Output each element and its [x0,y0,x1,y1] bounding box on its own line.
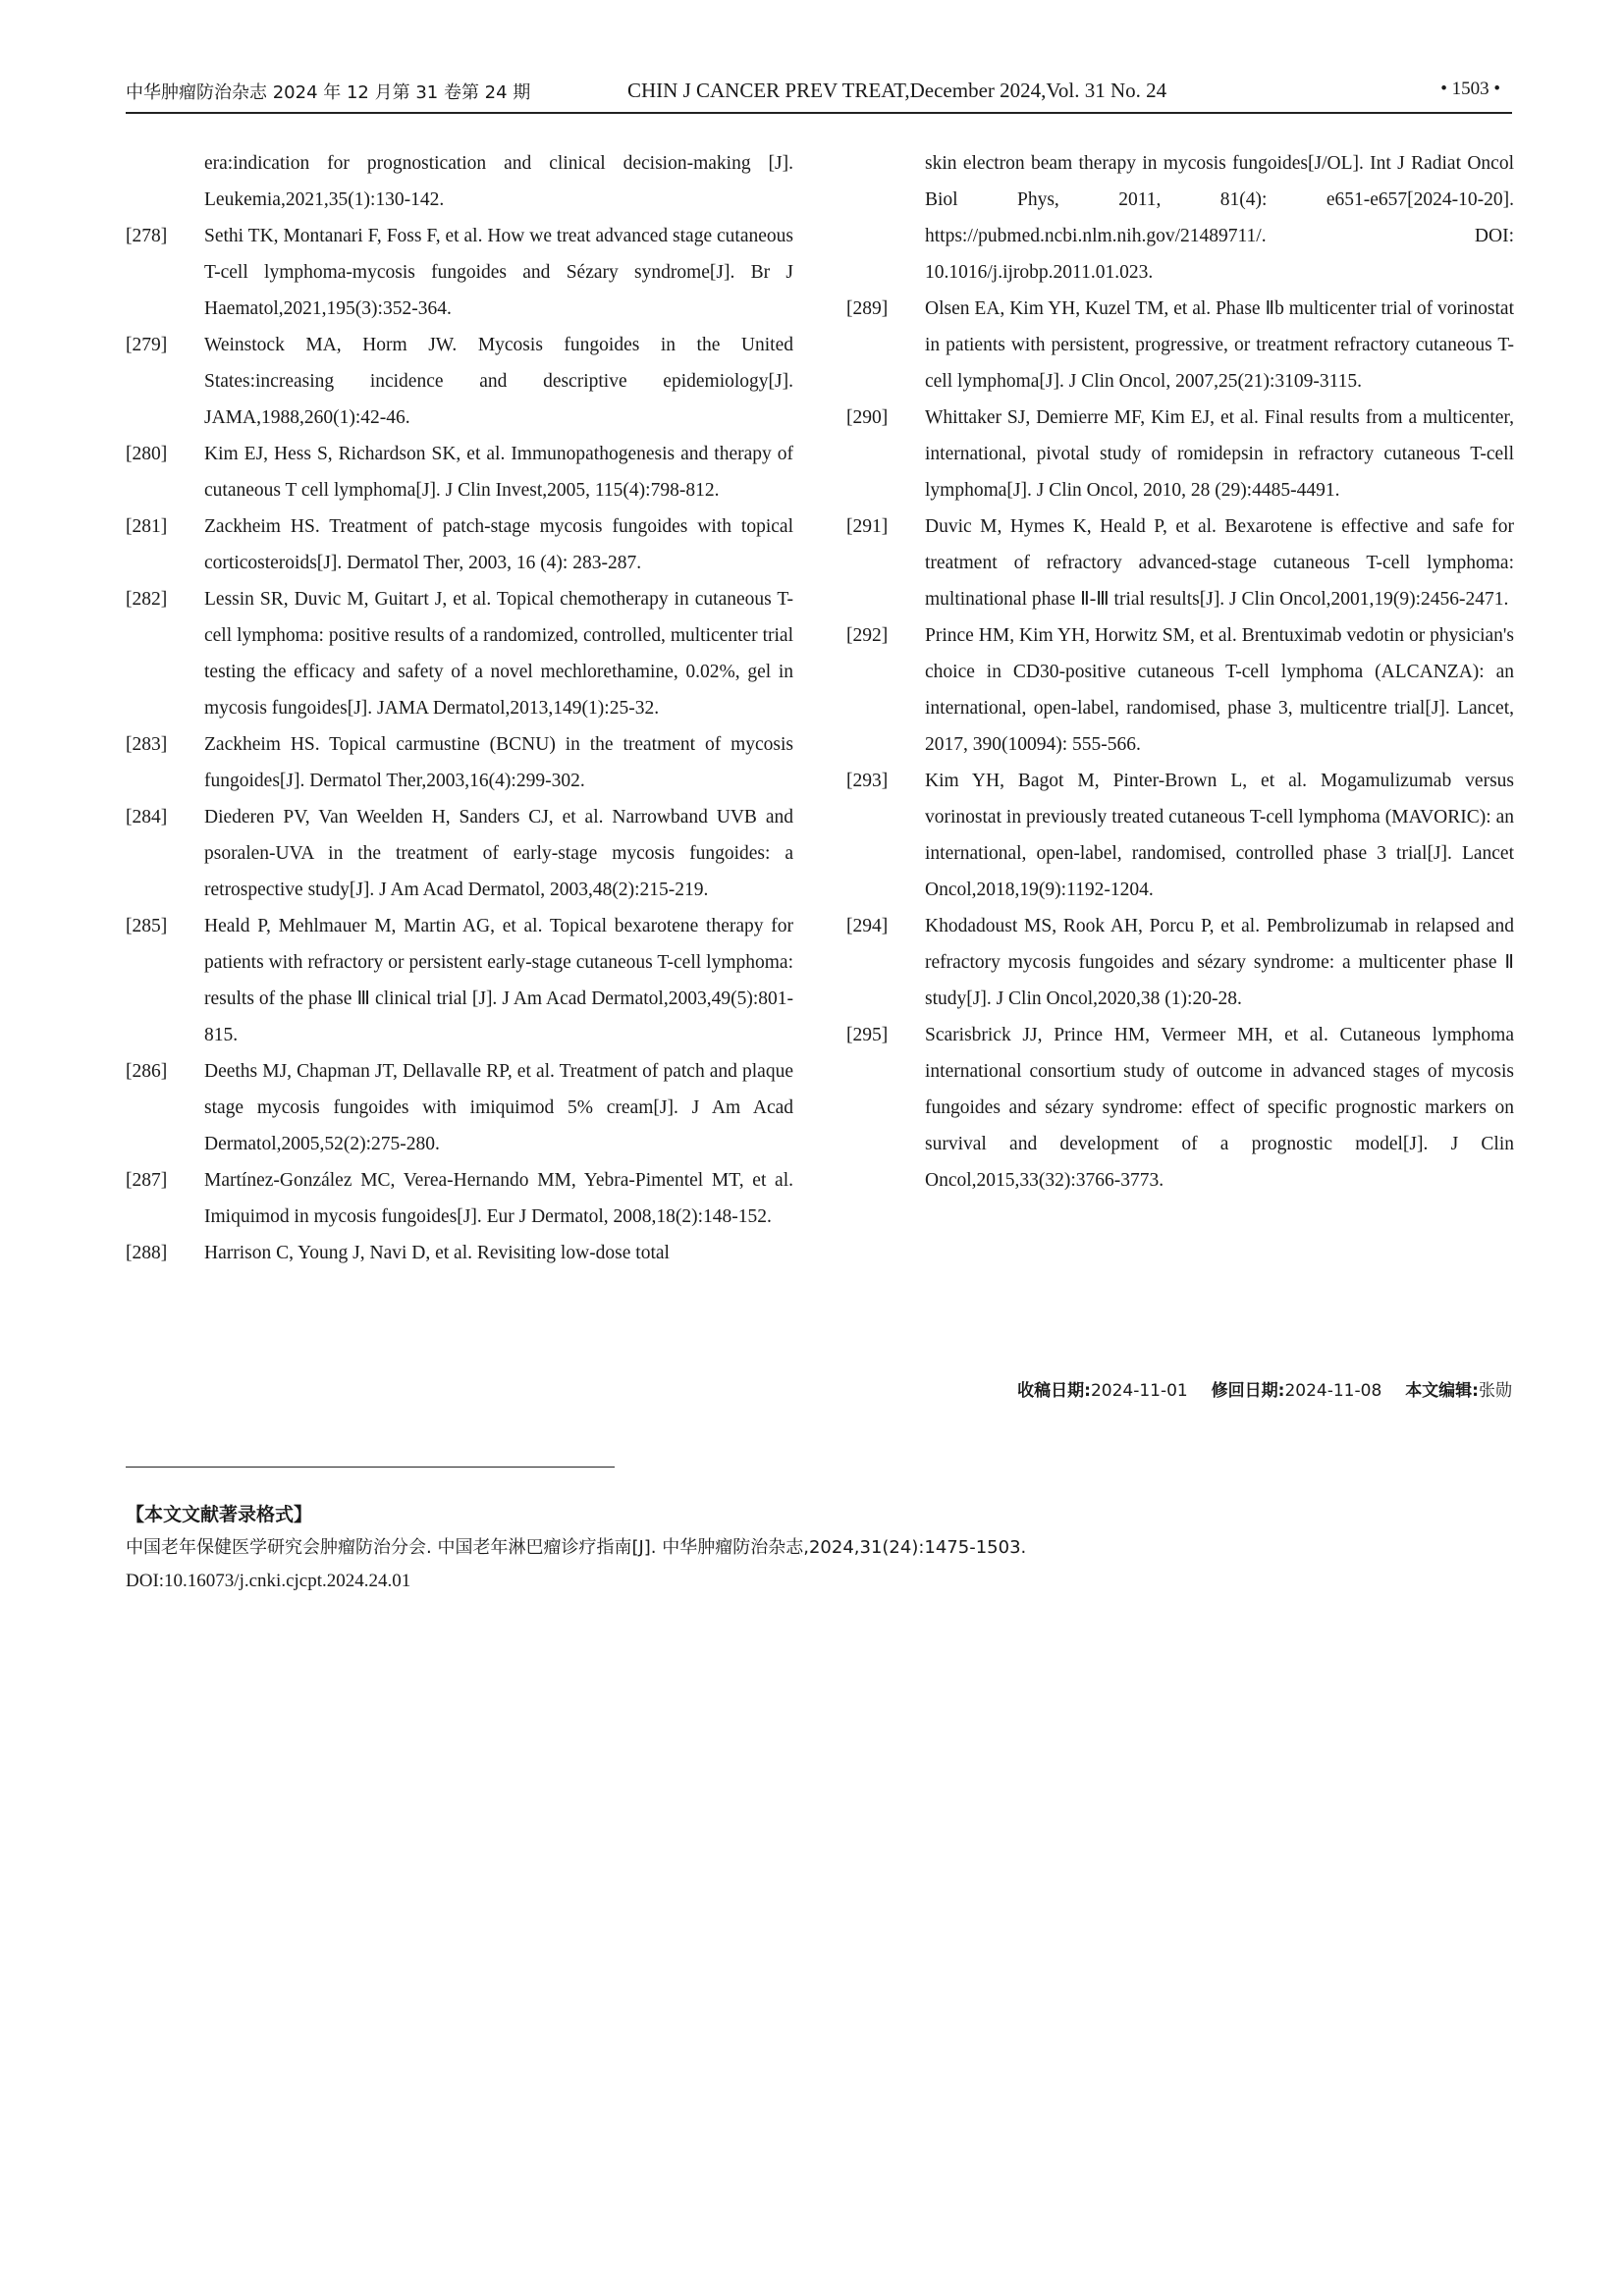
reference-text: Zackheim HS. Treatment of patch-stage mycosis fungoides with topical corticosteroids[J]. Dermatol Ther, 2003, 16 (4): 283-287. [204,516,793,573]
reference-number: [294] [846,916,889,936]
reference-number: [282] [126,589,168,610]
reference-text: Zackheim HS. Topical carmustine (BCNU) in the treatment of mycosis fungoides[J]. Dermatol Ther,2003,16(4):299-302. [204,734,793,791]
reference-number: [290] [846,407,889,428]
reference-text: Prince HM, Kim YH, Horwitz SM, et al. Brentuximab vedotin or physician's choice in CD30-positive cutaneous T-cell lymphoma (ALCANZA): an international, open-label, randomised, phase 3, multicentre trial[J]. Lancet, 2017, 390(10094): 555-566. [925,625,1514,755]
reference-number: [280] [126,444,168,464]
reference-number: [278] [126,226,168,246]
reference-item [846,1017,1514,1199]
citation-doi: DOI:10.16073/j.cnki.cjcpt.2024.24.01 [126,1571,411,1591]
reference-text: Whittaker SJ, Demierre MF, Kim EJ, et al. Final results from a multicenter, international, pivotal study of romidepsin in refractory cutaneous T-cell lymphoma[J]. J Clin Oncol, 2010, 28 (29):4485-4491. [925,407,1514,501]
reference-number: [288] [126,1243,168,1263]
received-date: 2024-11-01 [1090,1381,1188,1401]
reference-item [126,327,793,436]
citation-text: 中国老年保健医学研究会肿瘤防治分会. 中国老年淋巴瘤诊疗指南[J]. 中华肿瘤防治杂志,2024,31(24):1475-1503. [126,1537,1027,1558]
footnote-rule [126,1467,615,1468]
reference-text: Scarisbrick JJ, Prince HM, Vermeer MH, et al. Cutaneous lymphoma international consortium study of outcome in advanced stages of mycosis fungoides and sézary syndrome: effect of specific prognostic markers on survival and development of a prognostic model[J]. J Clin Oncol,2015,33(32):3766-3773. [925,1025,1514,1191]
reference-text: Kim YH, Bagot M, Pinter-Brown L, et al. Mogamulizumab versus vorinostat in previously treated cutaneous T-cell lymphoma (MAVORIC): an international, open-label, randomised, controlled phase 3 trial[J]. Lancet Oncol,2018,19(9):1192-1204. [925,771,1514,900]
page-number: • 1503 • [1440,79,1500,99]
reference-item [126,508,793,581]
reference-number: [289] [846,298,889,319]
reference-item [126,436,793,508]
reference-text: Duvic M, Hymes K, Heald P, et al. Bexarotene is effective and safe for treatment of refractory advanced-stage cutaneous T-cell lymphoma: multinational phase Ⅱ-Ⅲ trial results[J]. J Clin Oncol,2001,19(9):2456-2471. [925,516,1514,610]
reference-number: [284] [126,807,168,828]
reference-text: Kim EJ, Hess S, Richardson SK, et al. Immunopathogenesis and therapy of cutaneous T cell lymphoma[J]. J Clin Invest,2005, 115(4):798-812. [204,444,793,501]
reference-item [126,1162,793,1235]
reference-text: Khodadoust MS, Rook AH, Porcu P, et al. Pembrolizumab in relapsed and refractory mycosis fungoides and sézary syndrome: a multicenter phase Ⅱ study[J]. J Clin Oncol,2020,38 (1):20-28. [925,916,1514,1009]
header-journal-en: CHIN J CANCER PREV TREAT,December 2024,Vol. 31 No. 24 [627,79,1167,102]
reference-text: Deeths MJ, Chapman JT, Dellavalle RP, et al. Treatment of patch and plaque stage mycosis fungoides with imiquimod 5% cream[J]. J Am Acad Dermatol,2005,52(2):275-280. [204,1061,793,1154]
editor-name: 张勋 [1479,1381,1512,1401]
reference-number: [283] [126,734,168,755]
revised-date: 2024-11-08 [1284,1381,1382,1401]
reference-item [846,508,1514,617]
reference-item [126,1053,793,1162]
reference-list-right [846,291,1514,1199]
revised-label: 修回日期: [1211,1381,1285,1401]
reference-item [126,218,793,327]
reference-text: Weinstock MA, Horm JW. Mycosis fungoides in the United States:increasing incidence and descriptive epidemiology[J]. JAMA,1988,260(1):42-46. [204,335,793,428]
received-label: 收稿日期: [1017,1381,1091,1401]
reference-continuation: era:indication for prognostication and clinical decision-making [J]. Leukemia,2021,35(1):130-142. [204,153,793,210]
reference-text: Martínez-González MC, Verea-Hernando MM, Yebra-Pimentel MT, et al. Imiquimod in mycosis fungoides[J]. Eur J Dermatol, 2008,18(2):148-152. [204,1170,793,1227]
article-dates [943,1376,1512,1401]
reference-number: [291] [846,516,889,537]
citation-format [126,1498,1512,1598]
reference-continuation: skin electron beam therapy in mycosis fungoides[J/OL]. Int J Radiat Oncol Biol Phys, 2011, 81(4): e651-e657[2024-10-20]. https://pubmed.ncbi.nlm.nih.gov/21489711/. DOI: 10.1016/j.ijrobp.2011.01.023. [925,153,1514,283]
header-journal-cn: 中华肿瘤防治杂志 2024 年 12 月第 31 卷第 24 期 [126,82,531,103]
reference-item [126,581,793,726]
reference-number: [295] [846,1025,889,1045]
running-header [126,73,1512,114]
reference-text: Lessin SR, Duvic M, Guitart J, et al. Topical chemotherapy in cutaneous T-cell lymphoma: positive results of a randomized, controlled, multicenter trial testing the efficacy and safety of a novel mechlorethamine, 0.02%, gel in mycosis fungoides[J]. JAMA Dermatol,2013,149(1):25-32. [204,589,793,719]
reference-text: Harrison C, Young J, Navi D, et al. Revisiting low-dose total [204,1243,670,1263]
reference-number: [285] [126,916,168,936]
reference-item [126,1235,793,1271]
reference-text: Olsen EA, Kim YH, Kuzel TM, et al. Phase Ⅱb multicenter trial of vorinostat in patients with persistent, progressive, or treatment refractory cutaneous T-cell lymphoma[J]. J Clin Oncol, 2007,25(21):3109-3115. [925,298,1514,392]
reference-item [846,291,1514,400]
reference-number: [279] [126,335,168,355]
reference-number: [287] [126,1170,168,1191]
reference-item [846,400,1514,508]
reference-number: [292] [846,625,889,646]
reference-item [846,763,1514,908]
reference-list-left [126,218,793,1271]
reference-text: Sethi TK, Montanari F, Foss F, et al. How we treat advanced stage cutaneous T-cell lymphoma-mycosis fungoides and Sézary syndrome[J]. Br J Haematol,2021,195(3):352-364. [204,226,793,319]
reference-number: [281] [126,516,168,537]
reference-item [126,908,793,1053]
right-column [846,145,1514,1199]
reference-number: [293] [846,771,889,791]
editor-label: 本文编辑: [1405,1381,1479,1401]
reference-number: [286] [126,1061,168,1082]
reference-text: Diederen PV, Van Weelden H, Sanders CJ, et al. Narrowband UVB and psoralen-UVA in the treatment of early-stage mycosis fungoides: a retrospective study[J]. J Am Acad Dermatol, 2003,48(2):215-219. [204,807,793,900]
reference-text: Heald P, Mehlmauer M, Martin AG, et al. Topical bexarotene therapy for patients with refractory or persistent early-stage cutaneous T-cell lymphoma: results of the phase Ⅲ clinical trial [J]. J Am Acad Dermatol,2003,49(5):801-815. [204,916,793,1045]
reference-item [846,617,1514,763]
left-column [126,145,793,1271]
citation-title: 【本文文献著录格式】 [126,1504,313,1525]
reference-item [846,908,1514,1017]
reference-item [126,799,793,908]
reference-item [126,726,793,799]
